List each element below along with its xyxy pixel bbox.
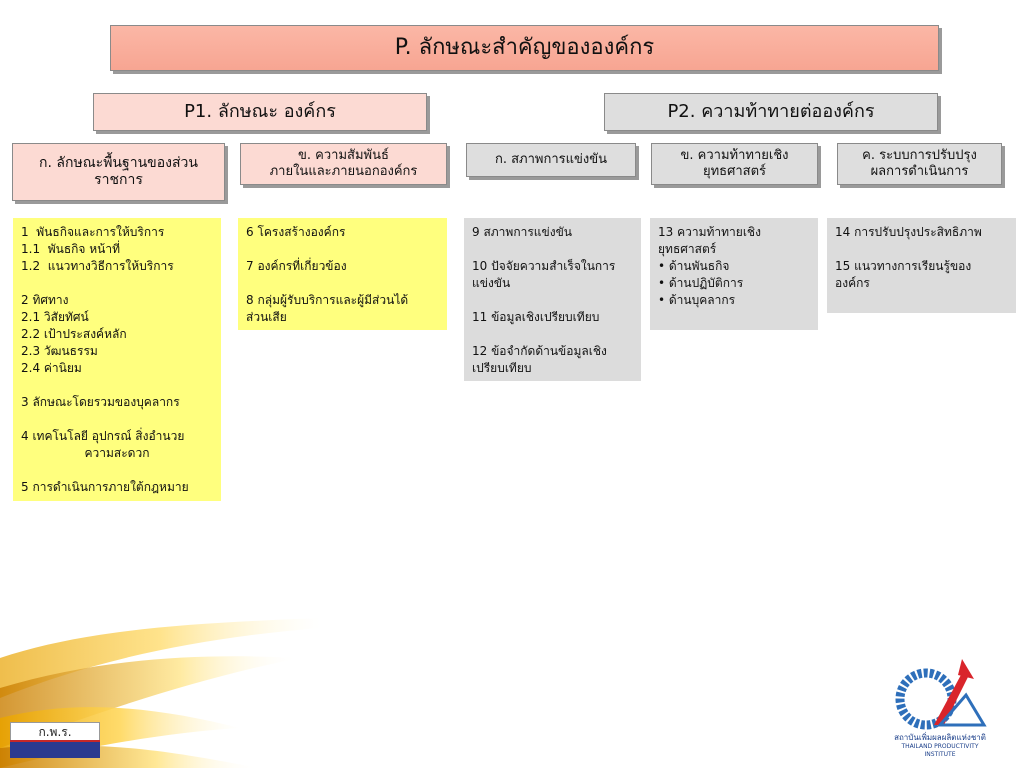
list-item: 7 องค์กรที่เกี่ยวข้อง bbox=[246, 259, 347, 273]
list-item bbox=[21, 275, 213, 292]
list-item: 13 ความท้าทายเชิง bbox=[658, 225, 761, 239]
list-item: 8 กลุ่มผู้รับบริการและผู้มีส่วนได้ bbox=[246, 293, 409, 307]
list-item bbox=[246, 241, 439, 258]
list-item: • ด้านพันธกิจ bbox=[658, 259, 730, 273]
page-title: P. ลักษณะสำคัญขององค์กร bbox=[394, 35, 655, 61]
list-item: 14 การปรับปรุงประสิทธิภาพ bbox=[835, 225, 982, 239]
tpi-subtitle: THAILAND PRODUCTIVITY INSTITUTE bbox=[901, 743, 979, 758]
list-item bbox=[21, 377, 213, 394]
section-p2-label: P2. ความท้าทายต่อองค์กร bbox=[667, 100, 875, 122]
subheader-p2-c bbox=[837, 143, 1002, 185]
tpi-name: สถาบันเพิ่มผลผลิตแห่งชาติ bbox=[894, 733, 986, 742]
list-item: 1 พันธกิจและการให้บริการ bbox=[21, 225, 165, 239]
list-relationships bbox=[238, 218, 447, 330]
subheader-p1-a bbox=[12, 143, 225, 201]
list-item bbox=[835, 241, 1008, 258]
gov-logo-text: ก.พ.ร. bbox=[10, 722, 100, 740]
list-item bbox=[472, 241, 633, 258]
list-item: 10 ปัจจัยความสำเร็จในการ bbox=[472, 259, 616, 273]
subheader-line: ค. ระบบการปรับปรุง bbox=[862, 147, 977, 163]
list-item: 12 ข้อจำกัดด้านข้อมูลเชิง bbox=[472, 344, 607, 358]
list-strategic-challenges bbox=[650, 218, 818, 330]
list-item: 9 สภาพการแข่งขัน bbox=[472, 225, 572, 239]
list-performance-improvement bbox=[827, 218, 1016, 313]
list-item: 1.1 พันธกิจ หน้าที่ bbox=[21, 242, 121, 256]
list-item: 11 ข้อมูลเชิงเปรียบเทียบ bbox=[472, 310, 600, 324]
list-item: 3 ลักษณะโดยรวมของบุคลากร bbox=[21, 395, 180, 409]
tpi-emblem-icon bbox=[888, 655, 992, 733]
section-p2-header bbox=[604, 93, 938, 131]
subheader-line: ก. ลักษณะพื้นฐานของส่วน bbox=[39, 154, 198, 171]
subheader-p2-b bbox=[651, 143, 818, 185]
list-item: 15 แนวทางการเรียนรู้ของ bbox=[835, 259, 972, 273]
list-item: 2.2 เป้าประสงค์หลัก bbox=[21, 327, 127, 341]
list-item: องค์กร bbox=[835, 276, 870, 290]
tpi-logo bbox=[888, 655, 992, 758]
subheader-line: ยุทธศาสตร์ bbox=[702, 164, 767, 179]
list-item: ส่วนเสีย bbox=[246, 310, 287, 324]
subheader-line: ข. ความสัมพันธ์ bbox=[298, 147, 389, 163]
list-item bbox=[21, 411, 213, 428]
list-item: 6 โครงสร้างองค์กร bbox=[246, 225, 346, 239]
subheader-line: ภายในและภายนอกองค์กร bbox=[269, 164, 418, 179]
subheader-p1-b bbox=[240, 143, 447, 185]
list-item: 2.3 วัฒนธรรม bbox=[21, 344, 98, 358]
list-item: • ด้านปฏิบัติการ bbox=[658, 276, 744, 290]
list-item: 4 เทคโนโลยี อุปกรณ์ สิ่งอำนวย bbox=[21, 429, 185, 443]
section-p1-label: P1. ลักษณะ องค์กร bbox=[184, 100, 336, 122]
list-item bbox=[246, 275, 439, 292]
gov-logo-bar bbox=[10, 740, 100, 758]
list-competitive-environment bbox=[464, 218, 641, 381]
list-item: 2.4 ค่านิยม bbox=[21, 361, 82, 375]
list-item: 2 ทิศทาง bbox=[21, 293, 69, 307]
list-item: ความสะดวก bbox=[84, 446, 150, 460]
subheader-line: ข. ความท้าทายเชิง bbox=[680, 147, 789, 163]
gov-logo bbox=[10, 722, 100, 756]
subheader-line: ก. สภาพการแข่งขัน bbox=[494, 151, 608, 167]
list-item: แข่งขัน bbox=[472, 276, 511, 290]
list-item bbox=[472, 292, 633, 309]
list-item: 5 การดำเนินการภายใต้กฎหมาย bbox=[21, 480, 189, 494]
subheader-line: ราชการ bbox=[94, 172, 143, 188]
list-item: 2.1 วิสัยทัศน์ bbox=[21, 310, 89, 324]
list-item: เปรียบเทียบ bbox=[472, 361, 532, 375]
list-item bbox=[472, 326, 633, 343]
list-item: 1.2 แนวทางวิธีการให้บริการ bbox=[21, 259, 174, 273]
page-title-box bbox=[110, 25, 939, 71]
subheader-p2-a bbox=[466, 143, 636, 177]
list-item: • ด้านบุคลากร bbox=[658, 293, 736, 307]
list-basic-characteristics bbox=[13, 218, 221, 501]
section-p1-header bbox=[93, 93, 427, 131]
list-item bbox=[21, 462, 213, 479]
list-item: ยุทธศาสตร์ bbox=[658, 242, 717, 256]
subheader-line: ผลการดำเนินการ bbox=[870, 164, 969, 179]
